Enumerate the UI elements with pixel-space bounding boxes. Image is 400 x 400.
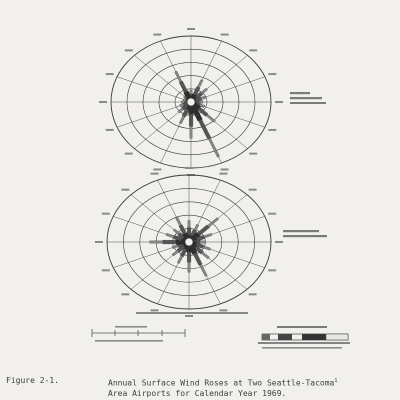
lower-rose-petal [197,225,209,236]
upper-rose-petal [208,138,219,157]
lower-rose-petal [193,253,202,266]
lower-rose-petal [172,250,179,256]
upper-wind-rose [99,28,283,176]
lower-rose-direction-label [102,269,110,271]
upper-rose-direction-label [221,34,229,36]
lower-rose-petal [201,252,209,259]
upper-rose-direction-label [221,168,229,170]
lower-rose-petal [208,218,219,228]
figure-caption [6,376,398,399]
upper-rose-calm-circle [187,98,195,106]
lower-rose-direction-label [219,309,227,311]
lower-rose-direction-label [102,213,110,215]
lower-rose-petal [194,224,199,231]
upper-rose-petal [201,88,208,94]
upper-rose-direction-label [99,101,107,103]
lower-rose-direction-label [219,173,227,175]
upper-rose-direction-label [268,129,276,131]
upper-rose-direction-label [187,28,195,30]
upper-rose-spoke [134,55,191,102]
upper-rose-petal [190,90,192,94]
lower-rose-petal [177,256,183,264]
lower-rose-calm-circle [185,238,193,246]
lower-rose-petal [175,217,181,226]
figure-title-line-2: Area Airports for Calendar Year 1969. [108,388,287,398]
lower-rose-petal [200,241,206,243]
percent-scale-bar [92,326,185,342]
upper-rose-petal [199,120,212,140]
lower-rose-direction-label [249,189,257,191]
upper-rose-petal [179,81,188,93]
upper-rose-direction-label [249,153,257,155]
lower-wind-rose [95,167,283,317]
lower-rose-direction-label [275,241,283,243]
lower-rose-petal [188,262,190,272]
rose-subtitle-smudge [136,312,248,314]
figure-title [108,376,337,399]
upper-rose-direction-label [106,73,114,75]
lower-rose-petal [187,252,191,262]
lower-rose-direction-label [151,309,159,311]
lower-rose-direction-label [249,293,257,295]
figure-number: Figure 2-1. [6,376,59,385]
upper-rose-direction-label [153,168,161,170]
upper-rose-petal [200,96,206,100]
upper-rose-petal [181,101,184,103]
upper-rose-petal [189,114,193,126]
lower-rose-petal [203,246,211,251]
upper-rose-petal [197,80,203,88]
lower-rose-petal [204,233,213,238]
upper-rose-direction-label [268,73,276,75]
lower-rose-direction-label [151,173,159,175]
upper-rose-direction-label [275,101,283,103]
lower-rose-petal [166,233,175,238]
upper-rose-direction-label [153,34,161,36]
lower-rose-direction-label [121,293,129,295]
upper-rose-direction-label [125,153,133,155]
upper-rose-direction-label [249,49,257,51]
upper-rose-direction-label [125,49,133,51]
lower-rose-direction-label [95,241,103,243]
upper-rose-petal [179,116,185,124]
lower-rose-direction-label [268,213,276,215]
lower-rose-direction-label [121,189,129,191]
wind-speed-legend [258,326,350,349]
lower-rose-petal [163,240,176,244]
lower-rose-petal [150,241,163,243]
lower-rose-direction-label [268,269,276,271]
lower-rose-petals [150,217,219,277]
upper-rose-direction-label [106,129,114,131]
upper-station-label [290,92,326,104]
footnote-mark: 1 [334,378,338,384]
lower-rose-direction-label [185,167,193,169]
lower-station-label [283,230,327,237]
figure-title-line-1: Annual Surface Wind Roses at Two Seattle-Tacoma [108,378,335,388]
upper-rose-petal [206,114,216,122]
upper-rose-petal [190,126,192,138]
lower-rose-direction-label [185,315,193,317]
lower-rose-petal [188,221,190,228]
